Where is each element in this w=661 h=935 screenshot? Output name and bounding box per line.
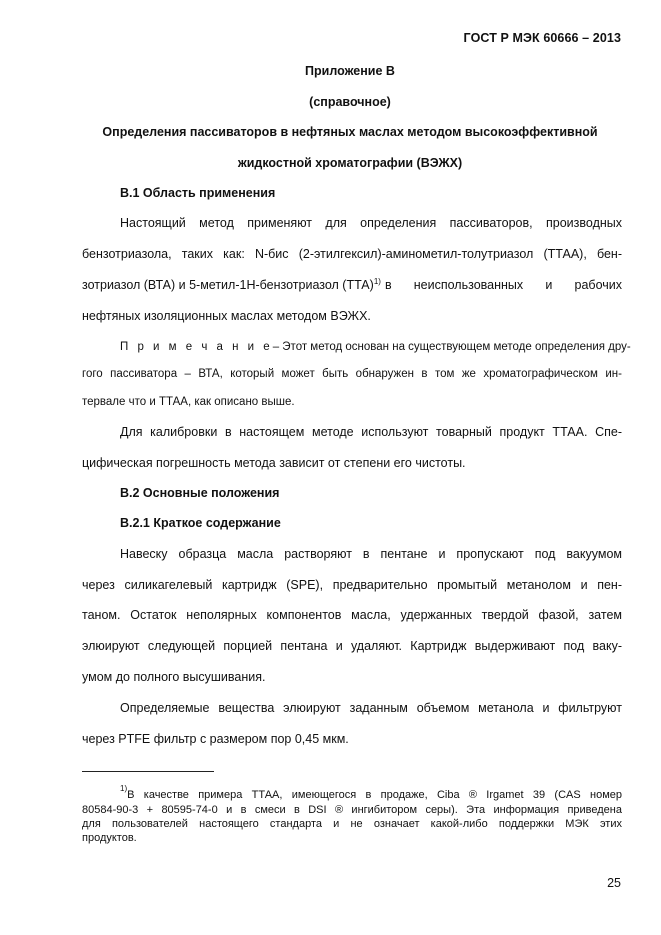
note-label: П р и м е ч а н и е [120, 341, 273, 353]
paragraph-line: через силикагелевый картридж (SPE), предварительно промытый метанолом и пен- [82, 578, 622, 592]
paragraph-line: таном. Остаток неполярных компонентов масла, удержанных твердой фазой, затем [82, 608, 622, 622]
paragraph-line: цифическая погрешность метода зависит от степени его чистоты. [82, 456, 466, 470]
paragraph-text: в неиспользованных и рабочих [384, 278, 622, 292]
annex-heading-line-1: Определения пассиваторов в нефтяных маслах методом высокоэффективной [102, 125, 598, 139]
paragraph-line: Навеску образца масла растворяют в пентане и пропускают под вакуумом [120, 547, 622, 561]
annex-status: (справочное) [309, 95, 391, 109]
footnote-separator [82, 771, 214, 772]
annex-heading-line-2: жидкостной хроматографии (ВЭЖХ) [237, 156, 463, 170]
paragraph-text: зотриазол (ВТА) и 5-метил-1Н-бензотриазол (ТТА) [82, 278, 374, 292]
page-number: 25 [607, 876, 621, 890]
section-heading-b2: В.2 Основные положения [120, 486, 280, 500]
footnote-text: В качестве примера ТТАА, имеющегося в продаже, Ciba ® Irgamet 39 (CAS номер [127, 789, 622, 801]
note-text: – Этот метод основан на существующем методе определения дру- [272, 341, 631, 353]
annex-title: Приложение В [305, 64, 395, 78]
paragraph-line: Настоящий метод применяют для определения пассиваторов, производных [120, 216, 622, 230]
footnote-reference[interactable]: 1) [373, 276, 381, 286]
paragraph-line: Определяемые вещества элюируют заданным объемом метанола и фильтруют [120, 701, 622, 715]
paragraph-line: элюируют следующей порцией пентана и удаляют. Картридж выдерживают под ваку- [82, 639, 622, 653]
note-line: гого пассиватора – ВТА, который может быть обнаружен в том же хроматографическом ин- [82, 368, 622, 380]
paragraph-line [82, 278, 622, 292]
note-line [120, 341, 631, 353]
footnote-line [120, 784, 622, 801]
paragraph-line: бензотриазола, таких как: N-бис (2-этилгексил)-аминометил-толутриазол (ТТАА), бен- [82, 247, 622, 261]
section-heading-b1: В.1 Область применения [120, 186, 276, 200]
paragraph-line: через PTFE фильтр с размером пор 0,45 мкм. [82, 732, 349, 746]
subsection-heading-b21: В.2.1 Краткое содержание [120, 516, 281, 530]
note-line: тервале что и ТТАА, как описано выше. [82, 396, 295, 408]
paragraph-line: умом до полного высушивания. [82, 670, 266, 684]
paragraph-line: Для калибровки в настоящем методе используют товарный продукт ТТАА. Спе- [120, 425, 622, 439]
footnote-marker: 1) [120, 784, 128, 793]
footnote-line: продуктов. [82, 832, 137, 844]
document-header: ГОСТ Р МЭК 60666 – 2013 [463, 31, 621, 45]
footnote-line: 80584-90-3 + 80595-74-0 и в смеси в DSI ® ингибитором серы). Эта информация приведена [82, 804, 622, 816]
paragraph-line: нефтяных изоляционных маслах методом ВЭЖХ. [82, 309, 371, 323]
footnote-line: для пользователей настоящего стандарта и не означает какой-либо поддержки МЭК этих [82, 818, 622, 830]
